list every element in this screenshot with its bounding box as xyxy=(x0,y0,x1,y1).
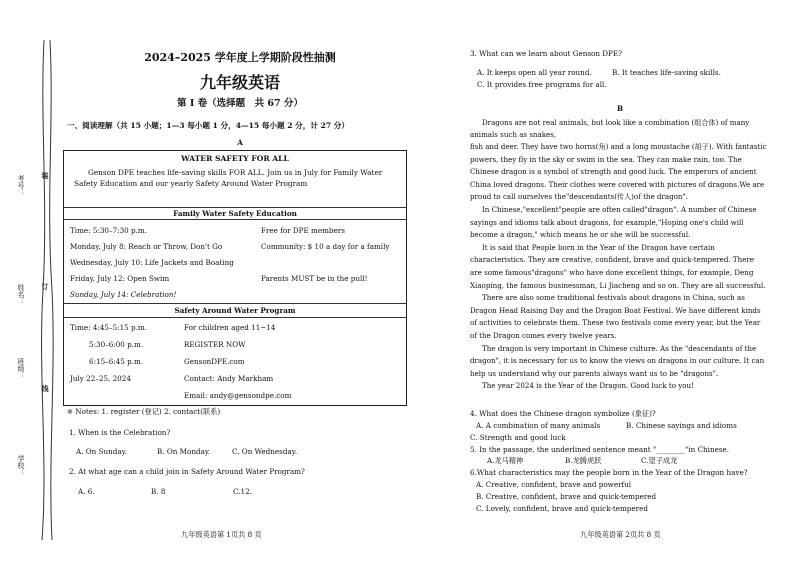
q4-option-a[interactable]: A. A combination of many animals xyxy=(476,421,601,430)
q2-option-a[interactable]: A. 6. xyxy=(78,487,95,496)
fam-row-right: Community: $ 10 a day for a family xyxy=(261,242,390,251)
passage-b-paragraph: In Chinese,"excellent"people are often called"dragon". A number of Chinese sayings and idioms talk about dragons, for example,"Hoping one's child will become a dragon," which means he or she will be successful. xyxy=(470,204,757,240)
notice-box xyxy=(63,150,407,406)
notice-body: Genson DPE teaches life-saving skills FOR ALL. Join us in July for Family Water Safety Education and our yearly Safety Around Water Program xyxy=(74,168,383,188)
saw-row-left: 6:15–6:45 p.m. xyxy=(89,357,144,366)
saw-row-right: GensonDPE.com xyxy=(184,357,245,366)
exam-title: 2024–2025 学年度上学期阶段性抽测 xyxy=(144,51,336,64)
side-mark-3: 线 xyxy=(41,385,50,392)
page-footer-right: 九年级英语第 2页共 8 页 xyxy=(580,530,661,539)
saw-row-left: 5:30–6:00 p.m. xyxy=(89,340,144,349)
fam-row-left: Wednesday, July 10: Life Jackets and Boating xyxy=(70,258,234,267)
q2-option-c[interactable]: C.12. xyxy=(233,487,252,496)
passage-b-paragraph: The year 2024 is the Year of the Dragon. Good luck to you! xyxy=(482,381,694,391)
saw-row-right: Contact: Andy Markham xyxy=(184,374,274,383)
saw-row-right: For children aged 11~14 xyxy=(184,323,276,332)
q5-option-b[interactable]: B.龙腾虎跃 xyxy=(565,456,602,465)
passage-b-paragraph: It is said that People born in the Year of the Dragon have certain characteristics. They are creative, confident, brave and quick-tempered. There are some famous"dragons" who have done excellent things, for example, Deng Xiaoping, the famous businessman, Li Jiacheng and so on. They are all successful. xyxy=(470,242,766,290)
notice-title: WATER SAFETY FOR ALL xyxy=(181,154,289,163)
saw-row-right: REGISTER NOW xyxy=(184,340,246,349)
fam-row-left: Friday, July 12: Open Swim xyxy=(70,274,170,283)
divider xyxy=(64,207,406,208)
side-mark-2: 订 xyxy=(41,283,50,290)
fam-row-left: Time: 5:30–7:30 p.m. xyxy=(70,226,148,235)
divider xyxy=(64,303,406,304)
q5-option-c[interactable]: C.望子成龙 xyxy=(641,456,678,465)
q3-option-c[interactable]: C. It provides free programs for all. xyxy=(477,80,607,89)
passage-b xyxy=(470,117,768,393)
passage-b-paragraph: There are also some traditional festivals about dragons in China, such as Dragon Head Raising Day and the Dragon Boat Festival. We have different kinds of activities to celebrate them. These two festivals come every year, but the Year of the Dragon comes every twelve years. xyxy=(470,293,761,340)
q6-option-a[interactable]: A. Creative, confident, brave and powerful xyxy=(476,480,632,489)
section-title: 第 I 卷（选择题 共 67 分） xyxy=(177,98,303,109)
q1-option-c[interactable]: C. On Wednesday. xyxy=(232,447,298,456)
side-label-class: 班级： xyxy=(17,358,25,379)
q3-option-a[interactable]: A. It keeps open all year round. xyxy=(477,68,592,77)
q6-option-c[interactable]: C. Lovely, confident, brave and quick-tempered xyxy=(476,504,648,513)
q2-option-b[interactable]: B. 8 xyxy=(151,487,166,496)
q1-option-a[interactable]: A. On Sunday. xyxy=(76,447,128,456)
saw-row-right: Email: andy@gensondpe.com xyxy=(184,391,292,400)
fam-row-right: Free for DPE members xyxy=(261,226,345,235)
question-6: 6.What characteristics may the people born in the Year of the Dragon have? xyxy=(470,468,748,477)
question-4: 4. What does the Chinese dragon symbolize (象征)? xyxy=(470,409,656,418)
question-2: 2. At what age can a child join in Safety Around Water Program? xyxy=(69,467,305,476)
saw-row-left: July 22–25, 2024 xyxy=(70,374,131,383)
fam-row-right: Parents MUST be in the pull! xyxy=(261,274,368,283)
notes: ※ Notes: 1. register (登记) 2. contact(联系) xyxy=(67,407,221,416)
exam-subject: 九年级英语 xyxy=(199,73,280,92)
q1-option-b[interactable]: B. On Monday. xyxy=(157,447,211,456)
saw-row-left: Time: 4:45–5:15 p.m. xyxy=(70,323,148,332)
q4-option-c[interactable]: C. Strength and good luck xyxy=(470,433,566,442)
q4-option-b[interactable]: B. Chinese sayings and idioms xyxy=(626,421,737,430)
divider xyxy=(64,219,406,220)
side-label-school: 学校： xyxy=(17,455,25,476)
page-footer-left: 九年级英语第 1页共 8 页 xyxy=(181,530,262,539)
divider xyxy=(64,317,406,318)
q5-option-a[interactable]: A.龙马精神 xyxy=(487,456,524,465)
safety-section-title: Safety Around Water Program xyxy=(174,306,296,315)
question-1: 1. When is the Celebration? xyxy=(69,428,171,437)
passage-b-paragraph: fish and deer. They have two horns(角) and a long moustache (胡子). With fantastic powers, they fly in the sky or swim in the sea. They can make rain, too. The Chinese dragon is a symbol of strength and good luck. The emperors of ancient China loved dragons. Their clothes were covered with pictures of dragons.We are proud to call ourselves the"descendants(传人)of the dragon". xyxy=(470,142,767,202)
binding-line xyxy=(30,40,60,540)
side-label-exam-no: 考号： xyxy=(17,175,25,196)
side-mark-1: 装 xyxy=(41,172,50,179)
fam-row-left: Sunday, July 14: Celebration! xyxy=(70,290,177,299)
q3-option-b[interactable]: B. It teaches life-saving skills. xyxy=(612,68,721,77)
family-section-title: Family Water Safety Education xyxy=(173,209,297,218)
question-3: 3. What can we learn about Genson DPE? xyxy=(470,49,622,58)
passage-b-label: B xyxy=(616,104,624,113)
passage-b-paragraph: Dragons are not real animals, but look like a combination (组合体) of many animals such as snakes, xyxy=(470,118,750,139)
passage-b-paragraph: The dragon is very important in Chinese culture. As the "descendants of the dragon", it is necessary for us to know the views on dragons in our culture. It can help us understand why our parents always want us to be "dragons". xyxy=(470,343,765,378)
side-label-name: 姓名： xyxy=(17,284,25,305)
passage-a-label: A xyxy=(237,138,243,147)
q6-option-b[interactable]: B. Creative, confident, brave and quick-tempered xyxy=(476,492,657,501)
question-5: 5. In the passage, the underlined sentence meant "________"in Chinese. xyxy=(470,445,730,454)
part-one-heading: 一、阅读理解（共 15 小题；1—3 每小题 1 分，4—15 每小题 2 分，计 27 分） xyxy=(67,121,349,130)
fam-row-left: Monday, July 8: Reach or Throw, Don't Go xyxy=(70,242,223,251)
